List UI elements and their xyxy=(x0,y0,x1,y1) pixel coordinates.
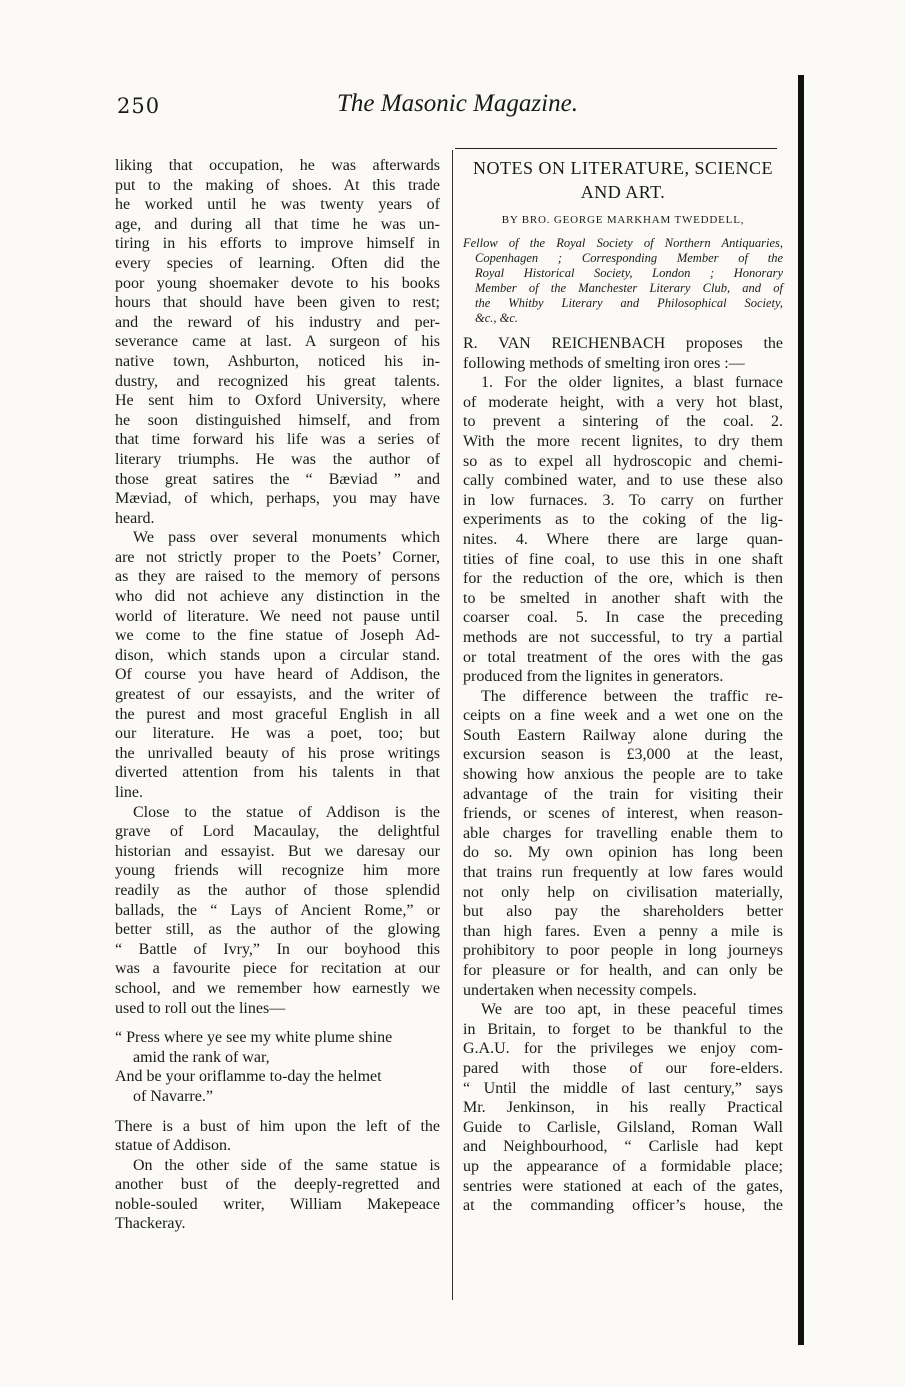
article-heading-line-1: NOTES ON LITERATURE, SCIENCE xyxy=(473,158,773,178)
text-line: tities of fine coal, to use this in one shaft xyxy=(463,550,783,568)
text-line: Copenhagen ; Corresponding Member of the xyxy=(475,251,783,265)
text-line: undertaken when necessity compels. xyxy=(463,981,697,999)
journal-title: The Masonic Magazine. xyxy=(337,90,578,117)
text-line: in low furnaces. 3. To carry on further xyxy=(463,491,783,509)
article-byline: BY BRO. GEORGE MARKHAM TWEDDELL, xyxy=(501,214,745,226)
text-line: And be your oriflamme to-day the helmet xyxy=(115,1068,382,1086)
text-line: school, and we remember how earnestly we xyxy=(115,979,440,997)
text-line: that trains run frequently at low fares would xyxy=(463,864,783,882)
article-body xyxy=(463,334,783,1216)
page-number: 250 xyxy=(117,94,161,118)
text-line: native town, Ashburton, noticed his in- xyxy=(115,352,440,370)
text-line: to be smelted in another shaft with the xyxy=(463,589,783,607)
text-line: than high fares. Even a penny a mile is xyxy=(463,922,783,940)
text-line: was a favourite piece for recitation at our xyxy=(115,960,440,978)
text-line: but also pay the shareholders better xyxy=(463,903,783,921)
text-line: South Eastern Railway alone during the xyxy=(463,726,783,744)
text-line: hours that should have been given to rest; xyxy=(115,294,440,312)
text-line: historian and essayist. But we daresay our xyxy=(115,842,440,860)
text-line: those great satires the “ Bæviad ” and xyxy=(115,470,440,488)
page-edge-bar xyxy=(798,75,804,1345)
text-line: coarser coal. 5. In case the preceding xyxy=(463,609,783,627)
text-line: There is a bust of him upon the left of the xyxy=(115,1117,440,1135)
text-line: “ Battle of Ivry,” In our boyhood this xyxy=(115,940,440,958)
text-line: grave of Lord Macaulay, the delightful xyxy=(115,823,440,841)
text-line: for pleasure or for health, and can only be xyxy=(463,962,783,979)
text-line: dustry, and recognized his great talents. xyxy=(115,372,440,390)
text-line: of Navarre.” xyxy=(133,1087,213,1105)
author-credentials xyxy=(463,236,783,326)
text-line: and the reward of his industry and per- xyxy=(115,313,440,331)
text-line: or total treatment of the ores with the gas xyxy=(463,648,783,666)
text-line: poor young shoemaker devote to his books xyxy=(115,274,440,292)
text-line: Mr. Jenkinson, in his really Practical xyxy=(463,1099,783,1117)
text-line: methods are not successful, to try a partial xyxy=(463,628,783,646)
text-line: Thackeray. xyxy=(115,1215,186,1233)
text-line: we come to the fine statue of Joseph Ad- xyxy=(115,627,440,645)
text-line: are not strictly proper to the Poets’ Corner, xyxy=(115,548,440,566)
text-line: not only help on civilisation materially, xyxy=(463,883,783,901)
text-line: readily as the author of those splendid xyxy=(115,881,440,899)
text-line: statue of Addison. xyxy=(115,1137,231,1155)
text-line: who did not achieve any distinction in the xyxy=(115,588,440,606)
text-line: experiments as to the coking of the lig- xyxy=(463,511,783,529)
text-line: tiring in his efforts to improve himself in xyxy=(115,235,440,253)
text-line: G.A.U. for the privileges we enjoy com- xyxy=(463,1040,783,1058)
text-line: Mæviad, of which, perhaps, you may have xyxy=(115,490,440,508)
text-line: our literature. He was a poet, too; but xyxy=(115,725,440,743)
text-line: every species of learning. Often did the xyxy=(115,254,440,272)
text-line: he worked until he was twenty years of xyxy=(115,196,440,214)
text-line: able charges for travelling enable them to xyxy=(463,824,783,842)
text-line: heard. xyxy=(115,509,155,527)
text-line: another bust of the deeply-regretted and xyxy=(115,1176,440,1194)
text-line: he soon distinguished himself, and from xyxy=(115,411,440,429)
text-line: ceipts on a fine week and a wet one on the xyxy=(463,707,783,725)
text-line: R. VAN REICHENBACH proposes the xyxy=(463,335,783,352)
text-line: pared with those of our fore-elders. xyxy=(463,1059,783,1077)
text-line: in Britain, to forget to be thankful to the xyxy=(463,1020,783,1038)
text-line: The difference between the traffic re- xyxy=(481,687,783,705)
text-line: age, and during all that time he was un- xyxy=(115,215,440,233)
text-line: and Neighbourhood, “ Carlisle had kept xyxy=(463,1138,783,1156)
stanza-gap xyxy=(115,1107,440,1117)
column-top-rule xyxy=(455,148,777,149)
text-line: liking that occupation, he was afterwards xyxy=(115,157,440,174)
text-line: Fellow of the Royal Society of Northern Antiquaries, xyxy=(463,236,783,250)
text-line: for the reduction of the ore, which is then xyxy=(463,570,783,588)
text-line: as they are raised to the memory of persons xyxy=(115,568,440,586)
text-line: dison, which stands upon a circular stand. xyxy=(115,646,440,664)
text-line: so as to expel all hydroscopic and chemi- xyxy=(463,452,783,470)
text-line: He sent him to Oxford University, where xyxy=(115,392,440,410)
text-line: Guide to Carlisle, Gilsland, Roman Wall xyxy=(463,1118,783,1136)
text-line: 1. For the older lignites, a blast furnace xyxy=(481,374,783,392)
text-line: On the other side of the same statue is xyxy=(133,1156,440,1174)
text-line: produced from the lignites in generators. xyxy=(463,668,724,686)
text-line: up the appearance of a formidable place; xyxy=(463,1157,783,1175)
text-line: Of course you have heard of Addison, the xyxy=(115,666,440,684)
text-line: following methods of smelting iron ores :— xyxy=(463,354,745,372)
text-line: used to roll out the lines— xyxy=(115,999,286,1017)
text-line: advantage of the train for visiting their xyxy=(463,785,783,803)
article-heading-line-2: AND ART. xyxy=(580,182,666,202)
text-line: amid the rank of war, xyxy=(133,1048,270,1066)
text-line: Close to the statue of Addison is the xyxy=(133,803,440,821)
text-line: that time forward his life was a series of xyxy=(115,431,440,449)
text-line: We pass over several monuments which xyxy=(133,529,440,547)
text-line: put to the making of shoes. At this trade xyxy=(115,176,440,194)
text-line: the purest and most graceful English in all xyxy=(115,705,440,723)
text-line: “ Until the middle of last century,” says xyxy=(463,1079,783,1097)
text-line: sentries were stationed at each of the gates, xyxy=(463,1177,783,1195)
stanza-gap xyxy=(115,1018,440,1028)
text-line: &c., &c. xyxy=(475,311,519,325)
text-line: of moderate height, with a very hot blast, xyxy=(463,393,783,411)
text-line: the unrivalled beauty of his prose writings xyxy=(115,744,440,762)
text-line: friends, or scenes of interest, when reason- xyxy=(463,805,783,823)
text-line: Royal Historical Society, London ; Honorary xyxy=(475,266,783,280)
text-line: to prevent a sintering of the coal. 2. xyxy=(463,413,783,431)
text-line: at the commanding officer’s house, the xyxy=(463,1197,783,1215)
text-line: showing how anxious the people are to take xyxy=(463,766,783,784)
column-divider xyxy=(452,150,453,1300)
text-line: noble-souled writer, William Makepeace xyxy=(115,1195,440,1213)
text-line: “ Press where ye see my white plume shine xyxy=(115,1029,393,1047)
text-line: excursion season is £3,000 at the least, xyxy=(463,746,783,764)
text-line: diverted attention from his talents in that xyxy=(115,764,440,782)
text-line: prohibitory to poor people in long journeys xyxy=(463,942,783,960)
text-line: cally combined water, and to use these also xyxy=(463,472,783,490)
text-line: world of literature. We need not pause until xyxy=(115,607,440,625)
left-column xyxy=(115,156,440,1234)
text-line: the Whitby Literary and Philosophical Society, xyxy=(475,296,783,310)
text-line: greatest of our essayists, and the writer of xyxy=(115,686,440,704)
page-header xyxy=(117,90,782,130)
text-line: better still, as the author of the glowing xyxy=(115,921,440,939)
text-line: line. xyxy=(115,784,143,801)
text-line: We are too apt, in these peaceful times xyxy=(481,1001,783,1019)
text-line: With the more recent lignites, to dry them xyxy=(463,432,783,450)
text-line: young friends will recognize him more xyxy=(115,862,440,880)
text-line: severance came at last. A surgeon of his xyxy=(115,333,440,351)
text-line: Member of the Manchester Literary Club, and of xyxy=(475,281,783,295)
text-line: nites. 4. Where there are large quan- xyxy=(463,530,783,548)
text-line: ballads, the “ Lays of Ancient Rome,” or xyxy=(115,901,440,919)
text-line: literary triumphs. He was the author of xyxy=(115,450,440,468)
right-column xyxy=(463,156,783,1216)
text-line: do so. My own opinion has long been xyxy=(463,844,783,862)
